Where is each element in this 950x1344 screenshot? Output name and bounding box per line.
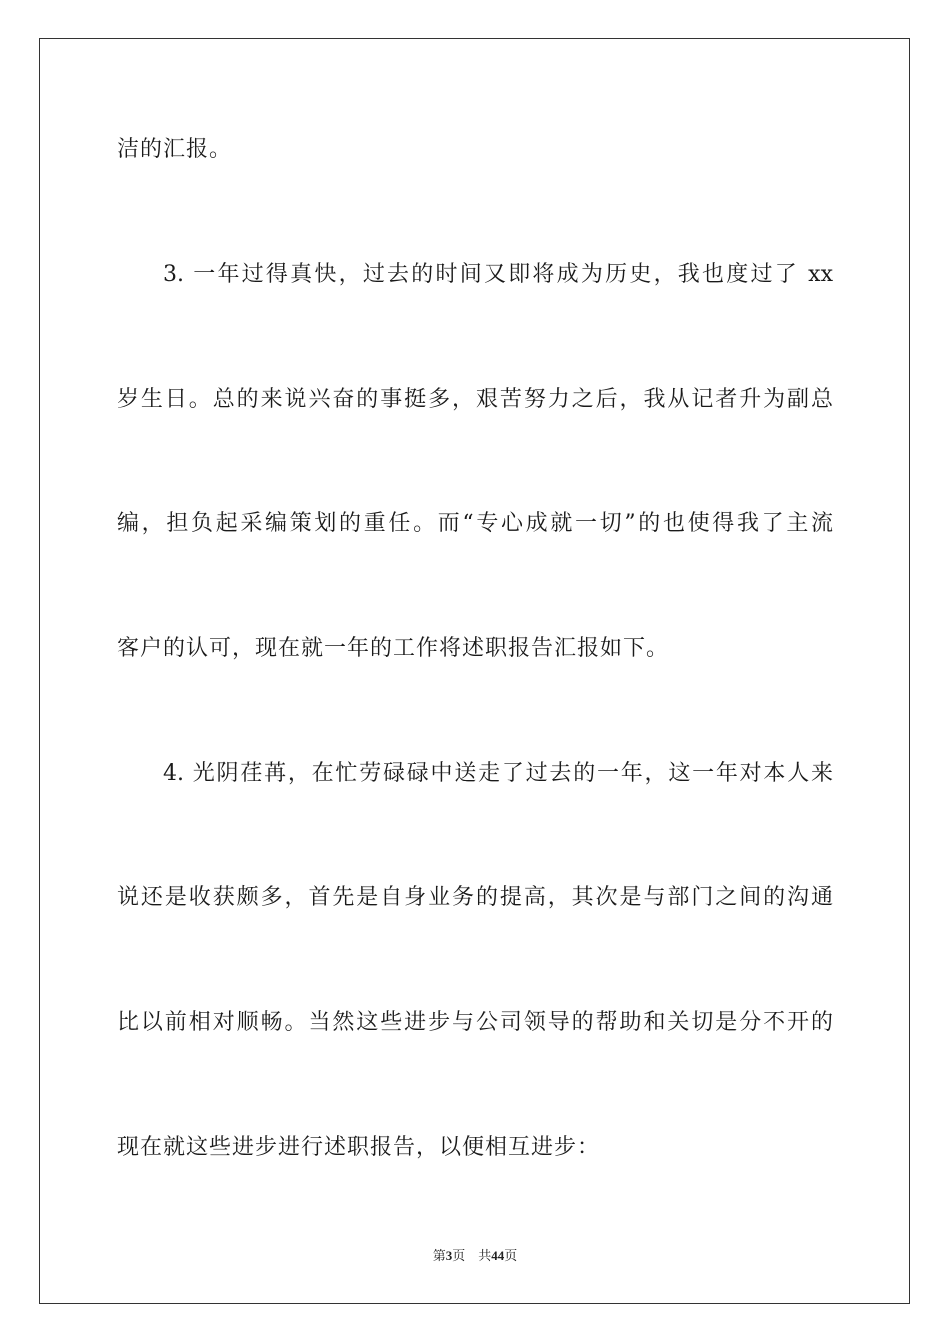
footer-total-suffix: 页	[504, 1248, 518, 1263]
footer-page-number: 3	[445, 1248, 453, 1263]
text-line-3: 岁生日。总的来说兴奋的事挺多，艰苦努力之后，我从记者升为副总	[117, 387, 833, 412]
text-line-8: 比以前相对顺畅。当然这些进步与公司领导的帮助和关切是分不开的	[117, 1010, 833, 1035]
text-line-6: 4. 光阴荏苒，在忙劳碌碌中送走了过去的一年，这一年对本人来	[163, 761, 833, 786]
text-line-7: 说还是收获颇多，首先是自身业务的提高，其次是与部门之间的沟通	[117, 885, 833, 910]
footer-page-prefix: 第	[432, 1248, 446, 1263]
text-line-1: 洁的汇报。	[117, 137, 233, 162]
text-line-4: 编，担负起采编策划的重任。而“专心成就一切”的也使得我了主流	[117, 511, 833, 536]
page-border	[39, 38, 910, 1304]
text-line-9: 现在就这些进步进行述职报告，以便相互进步：	[117, 1135, 601, 1160]
text-line-2: 3. 一年过得真快，过去的时间又即将成为历史，我也度过了 xx	[163, 262, 833, 287]
footer-total-pages: 44	[491, 1248, 505, 1263]
text-line-5: 客户的认可，现在就一年的工作将述职报告汇报如下。	[117, 636, 670, 661]
footer-page-suffix: 页	[452, 1248, 466, 1263]
page-footer	[0, 1247, 950, 1265]
footer-total-prefix: 共	[478, 1248, 492, 1263]
